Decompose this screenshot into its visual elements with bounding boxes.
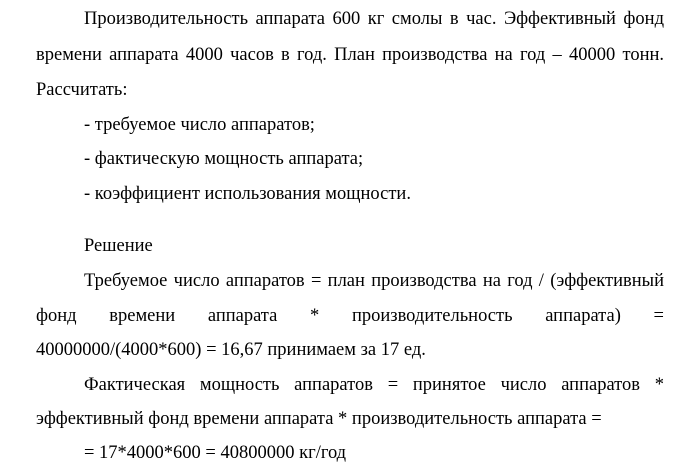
solution-line-3: 40000000/(4000*600) = 16,67 принимаем за 17 ед. [36,340,426,360]
problem-line-1: Производительность аппарата 600 кг смолы в час. Эффективный фонд [84,9,664,29]
solution-heading: Решение [84,236,153,256]
solution-line-1: Требуемое число аппаратов = план производства на год / (эффективный [84,271,664,291]
solution-line-2: фонд времени аппарата * производительность аппарата) = [36,306,664,326]
problem-item-2: - фактическую мощность аппарата; [84,149,364,169]
solution-line-4: Фактическая мощность аппаратов = принятое число аппаратов * [84,375,664,395]
problem-line-3: Рассчитать: [36,80,128,100]
problem-line-2: времени аппарата 4000 часов в год. План производства на год – 40000 тонн. [36,45,664,65]
solution-line-5: эффективный фонд времени аппарата * производительность аппарата = [36,409,602,429]
problem-item-1: - требуемое число аппаратов; [84,115,315,135]
solution-line-6: = 17*4000*600 = 40800000 кг/год [84,443,347,463]
problem-item-3: - коэффициент использования мощности. [84,184,411,204]
